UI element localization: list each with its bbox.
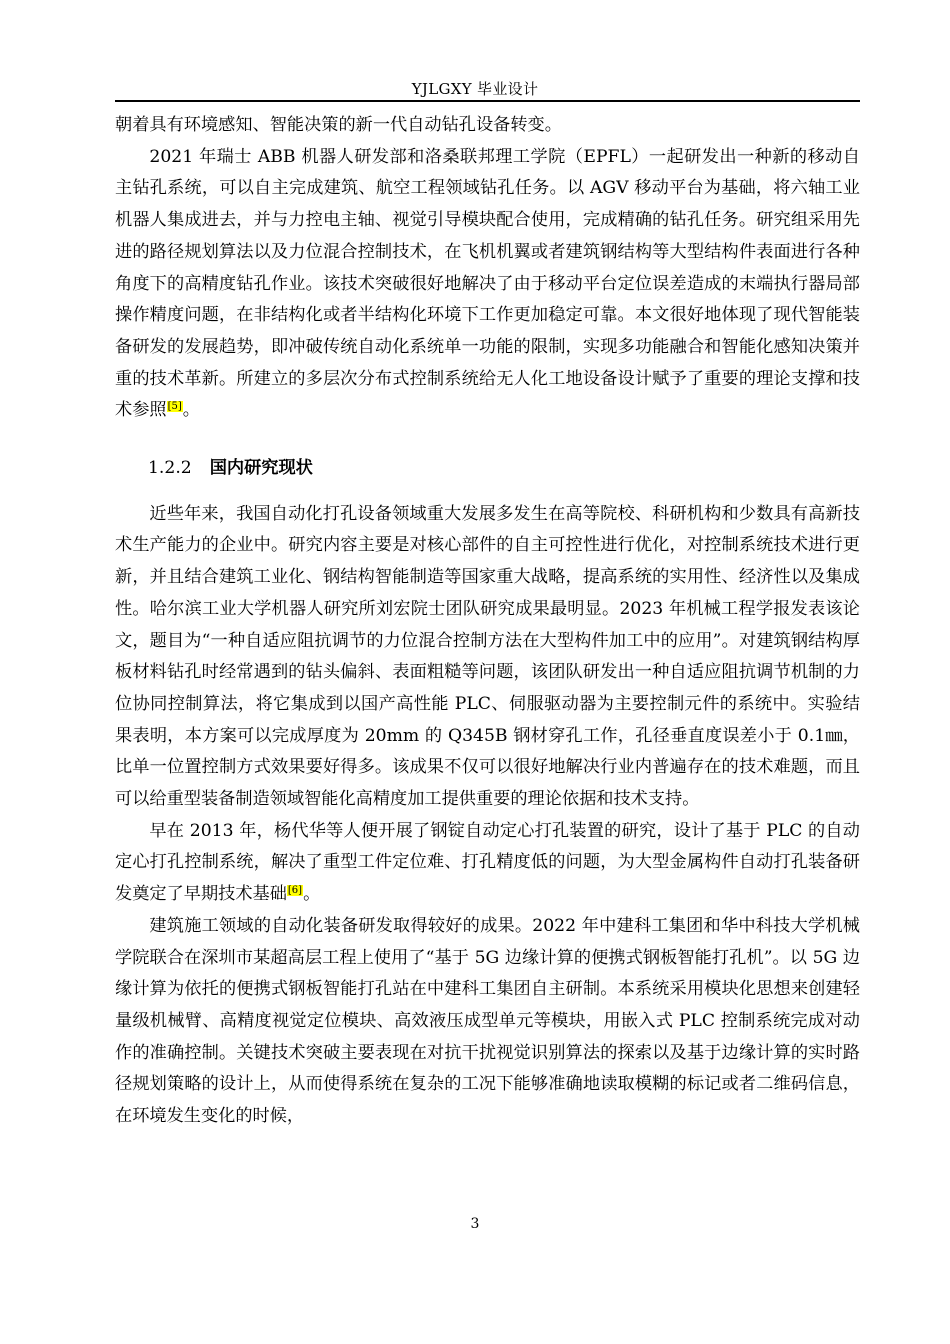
header-divider bbox=[115, 100, 860, 102]
citation-6[interactable]: [6] bbox=[287, 885, 303, 897]
paragraph-yang-2013: 早在 2013 年，杨代华等人便开展了钢锭自动定心打孔装置的研究，设计了基于 PLC 的自动定心打孔控制系统，解决了重型工件定位难、打孔精度低的问题，为大型金属构件自动打孔装备研发奠定了早期技术基础[6]。 bbox=[115, 820, 860, 905]
document-body bbox=[115, 110, 860, 1133]
section-title: 国内研究现状 bbox=[209, 458, 313, 479]
citation-5[interactable]: [5] bbox=[167, 401, 182, 413]
page-number: 3 bbox=[470, 1216, 480, 1232]
paragraph-construction-5g: 建筑施工领域的自动化装备研发取得较好的成果。2022 年中建科工集团和华中科技大学机械学院联合在深圳市某超高层工程上使用了“基于 5G 边缘计算的便携式钢板智能打孔机”。以 5G 边缘计算为依托的便携式钢板智能打孔站在中建科工集团自主研制。本系统采用模块化思想来创建轻量级机械臂、高精度视觉定位模块、高效液压成型单元等模块，用嵌入式 PLC 控制系统完成对动作的准确控制。关键技术突破主要表现在对抗干扰视觉识别算法的探索以及基于边缘计算的实时路径规划策略的设计上，从而使得系统在复杂的工况下能够准确地读取模糊的标记或者二维码信息，在环境发生变化的时候， bbox=[115, 915, 860, 1127]
section-number: 1.2.2 bbox=[148, 458, 192, 479]
paragraph-domestic-research: 近些年来，我国自动化打孔设备领域重大发展多发生在高等院校、科研机构和少数具有高新技术生产能力的企业中。研究内容主要是对核心部件的自主可控性进行优化，对控制系统技术进行更新，并且结合建筑工业化、钢结构智能制造等国家重大战略，提高系统的实用性、经济性以及集成性。哈尔滨工业大学机器人研究所刘宏院士团队研究成果最明显。2023 年机械工程学报发表该论文，题目为“一种自适应阻抗调节的力位混合控制方法在大型构件加工中的应用”。对建筑钢结构厚板材料钻孔时经常遇到的钻头偏斜、表面粗糙等问题，该团队研发出一种自适应阻抗调节机制的力位协同控制算法，将它集成到以国产高性能 PLC、伺服驱动器为主要控制元件的系统中。实验结果表明，本方案可以完成厚度为 20mm 的 Q345B 钢材穿孔工作，孔径垂直度误差小于 0.1㎜，比单一位置控制方式效果要好得多。该成果不仅可以很好地解决行业内普遍存在的技术难题，而且可以给重型装备制造领域智能化高精度加工提供重要的理论依据和技术支持。 bbox=[115, 503, 860, 810]
paragraph-abb-epfl: 2021 年瑞士 ABB 机器人研发部和洛桑联邦理工学院（EPFL）一起研发出一种新的移动自主钻孔系统，可以自主完成建筑、航空工程领域钻孔任务。以 AGV 移动平台为基础，将六轴工业机器人集成进去，并与力控电主轴、视觉引导模块配合使用，完成精确的钻孔任务。研究组采用先进的路径规划算法以及力位混合控制技术，在飞机机翼或者建筑钢结构等大型结构件表面进行各种角度下的高精度钻孔作业。该技术突破很好地解决了由于移动平台定位误差造成的末端执行器局部操作精度问题，在非结构化或者半结构化环境下工作更加稳定可靠。本文很好地体现了现代智能装备研发的发展趋势，即冲破传统自动化系统单一功能的限制，实现多功能融合和智能化感知决策并重的技术革新。所建立的多层次分布式控制系统给无人化工地设备设计赋予了重要的理论支撑和技术参照[5]。 bbox=[115, 146, 860, 421]
paragraph-continuation: 朝着具有环境感知、智能决策的新一代自动钻孔设备转变。 bbox=[115, 115, 562, 135]
running-header: YJLGXY 毕业设计 bbox=[411, 80, 539, 98]
section-heading bbox=[115, 453, 860, 485]
